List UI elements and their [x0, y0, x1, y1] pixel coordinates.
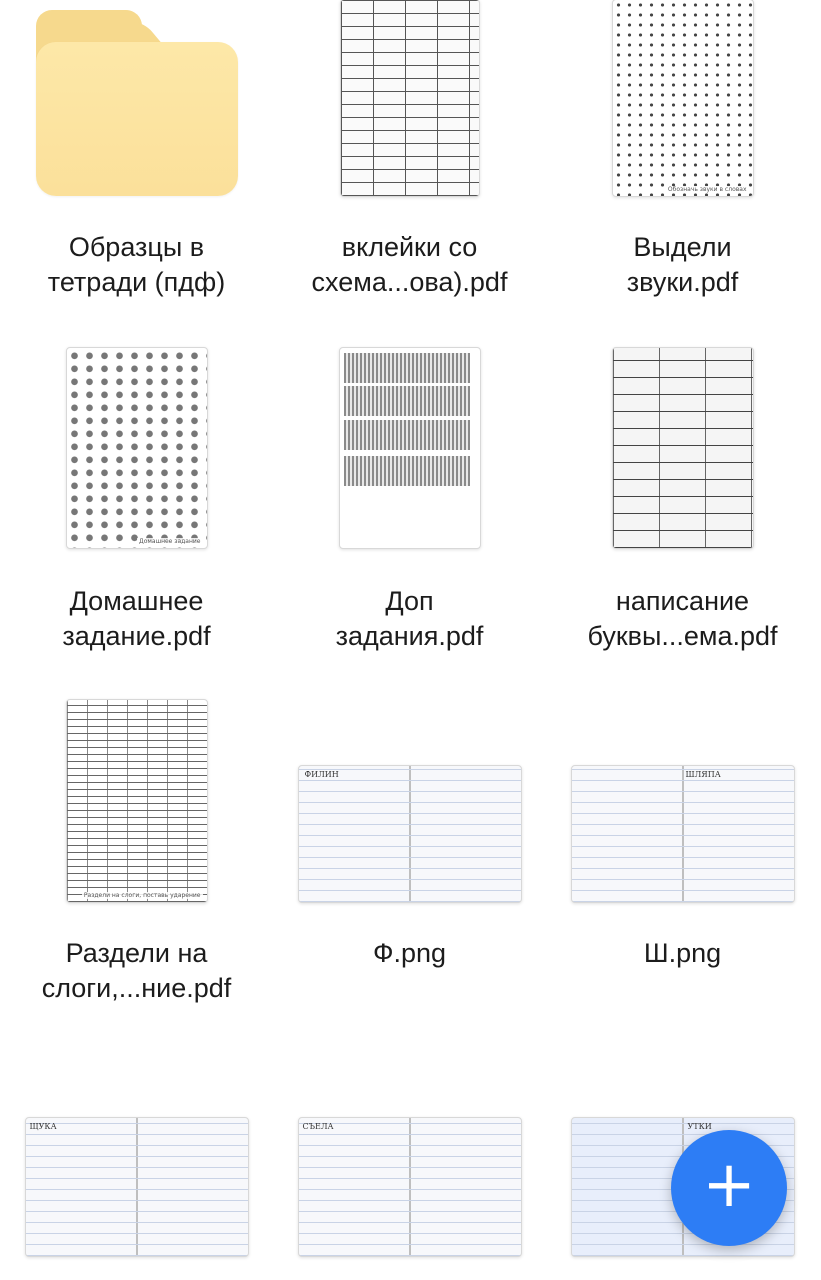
thumbnail-caption: Домашнее задание: [139, 538, 201, 545]
file-label: Домашнее задание.pdf: [62, 586, 211, 651]
add-button[interactable]: [671, 1130, 787, 1246]
file-tile[interactable]: [273, 700, 546, 1030]
thumbnail-caption: Раздели на слоги, поставь ударение: [83, 892, 201, 899]
file-label: Образцы в тетради (пдф): [47, 232, 226, 297]
notebook-header-word: СЪЕЛА: [302, 1122, 334, 1131]
file-tile[interactable]: [273, 1118, 546, 1258]
thumbnail-caption: Обозначь звуки в словах: [667, 186, 747, 193]
pdf-thumbnail: [612, 347, 754, 549]
file-label: вклейки со схема...ова).pdf: [311, 232, 508, 297]
notebook-header-word: ЩУКА: [29, 1122, 57, 1131]
pdf-thumbnail: [339, 347, 481, 549]
image-thumbnail: [298, 765, 522, 903]
notebook-header-word: УТКИ: [687, 1122, 712, 1131]
image-thumbnail: [25, 1117, 249, 1257]
pdf-thumbnail: [340, 0, 480, 197]
folder-icon: [36, 10, 238, 196]
file-tile[interactable]: [546, 700, 819, 1030]
file-label: Ш.png: [643, 938, 722, 968]
notebook-header-word: ШЛЯПА: [685, 770, 721, 779]
file-label: Выдели звуки.pdf: [626, 232, 739, 297]
pdf-thumbnail: [66, 347, 208, 549]
file-label: Доп задания.pdf: [335, 586, 484, 651]
file-label: Раздели на слоги,...ние.pdf: [41, 938, 232, 1003]
file-tile[interactable]: [546, 0, 819, 310]
file-tile[interactable]: [546, 348, 819, 668]
file-tile[interactable]: [0, 1118, 273, 1258]
image-thumbnail: [571, 765, 795, 903]
image-thumbnail: [298, 1117, 522, 1257]
pdf-thumbnail: [66, 699, 208, 903]
plus-icon: +: [702, 1148, 756, 1222]
file-label: написание буквы...ема.pdf: [587, 586, 778, 651]
notebook-header-word: ФИЛИН: [304, 770, 339, 779]
file-tile[interactable]: [273, 0, 546, 310]
file-label: Ф.png: [372, 938, 447, 968]
file-tile[interactable]: [0, 700, 273, 1030]
file-tile[interactable]: [0, 348, 273, 668]
file-tile-folder[interactable]: [0, 0, 273, 310]
file-tile[interactable]: [273, 348, 546, 668]
pdf-thumbnail: [612, 0, 754, 197]
